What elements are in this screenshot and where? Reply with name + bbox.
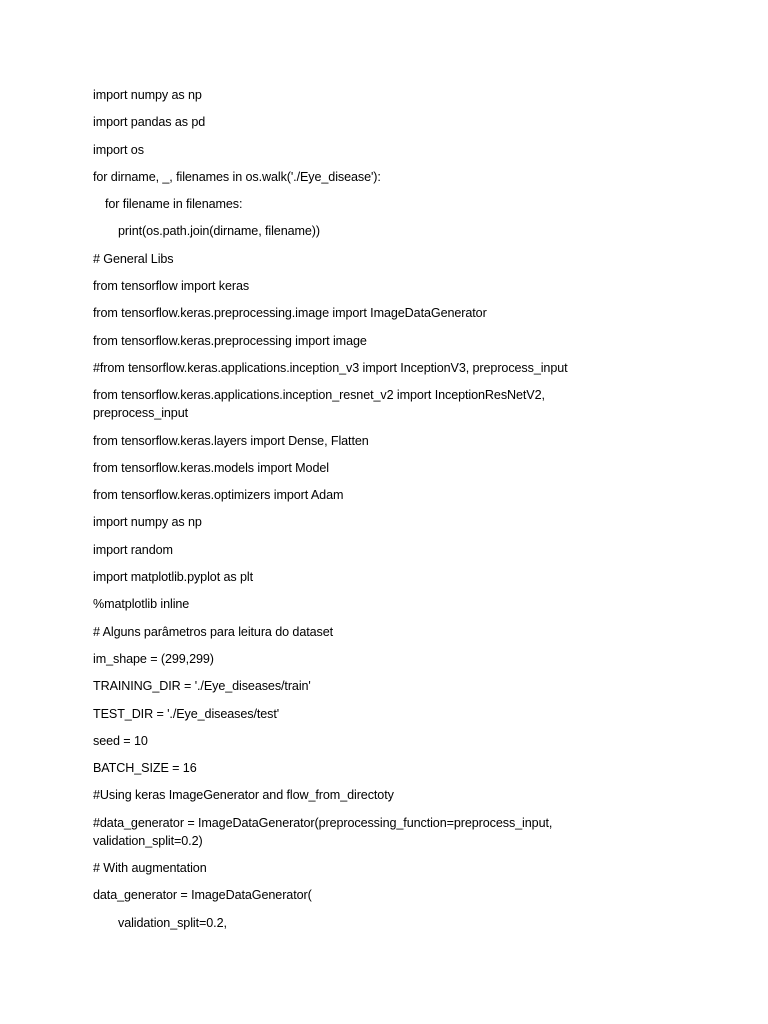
code-line: from tensorflow.keras.preprocessing.image import ImageDataGenerator: [93, 306, 487, 321]
code-line: #Using keras ImageGenerator and flow_from_directoty: [93, 788, 394, 803]
code-line: # General Libs: [93, 251, 174, 266]
code-line: validation_split=0.2,: [118, 915, 227, 930]
code-line: for dirname, _, filenames in os.walk('./Eye_disease'):: [93, 169, 381, 184]
code-line: from tensorflow.keras.models import Model: [93, 460, 329, 475]
code-line: import numpy as np: [93, 515, 202, 530]
code-line: import pandas as pd: [93, 115, 206, 130]
code-line: from tensorflow import keras: [93, 279, 250, 294]
code-line: #data_generator = ImageDataGenerator(preprocessing_function=preprocess_input, validation_split=0.2): [93, 815, 553, 848]
code-line: from tensorflow.keras.preprocessing import image: [93, 333, 367, 348]
code-line: from tensorflow.keras.optimizers import Adam: [93, 488, 344, 503]
code-line: from tensorflow.keras.applications.inception_resnet_v2 import InceptionResNetV2, preprocess_input: [93, 388, 545, 421]
code-line: #from tensorflow.keras.applications.inception_v3 import InceptionV3, preprocess_input: [93, 360, 568, 375]
code-line: seed = 10: [93, 733, 148, 748]
code-line: BATCH_SIZE = 16: [93, 761, 197, 776]
code-line: data_generator = ImageDataGenerator(: [93, 888, 312, 903]
code-line: TRAINING_DIR = './Eye_diseases/train': [93, 679, 311, 694]
code-line: import os: [93, 142, 144, 157]
code-line: for filename in filenames:: [105, 197, 243, 212]
document-body: [93, 86, 713, 941]
code-line: import random: [93, 542, 173, 557]
code-line: print(os.path.join(dirname, filename)): [118, 224, 320, 239]
code-line: from tensorflow.keras.layers import Dense, Flatten: [93, 433, 369, 448]
code-line: # With augmentation: [93, 861, 207, 876]
code-line: %matplotlib inline: [93, 597, 190, 612]
code-line: import numpy as np: [93, 88, 202, 102]
code-line: import matplotlib.pyplot as plt: [93, 570, 253, 585]
code-line: TEST_DIR = './Eye_diseases/test': [93, 706, 280, 721]
code-line: im_shape = (299,299): [93, 651, 214, 666]
code-line: # Alguns parâmetros para leitura do dataset: [93, 624, 334, 639]
